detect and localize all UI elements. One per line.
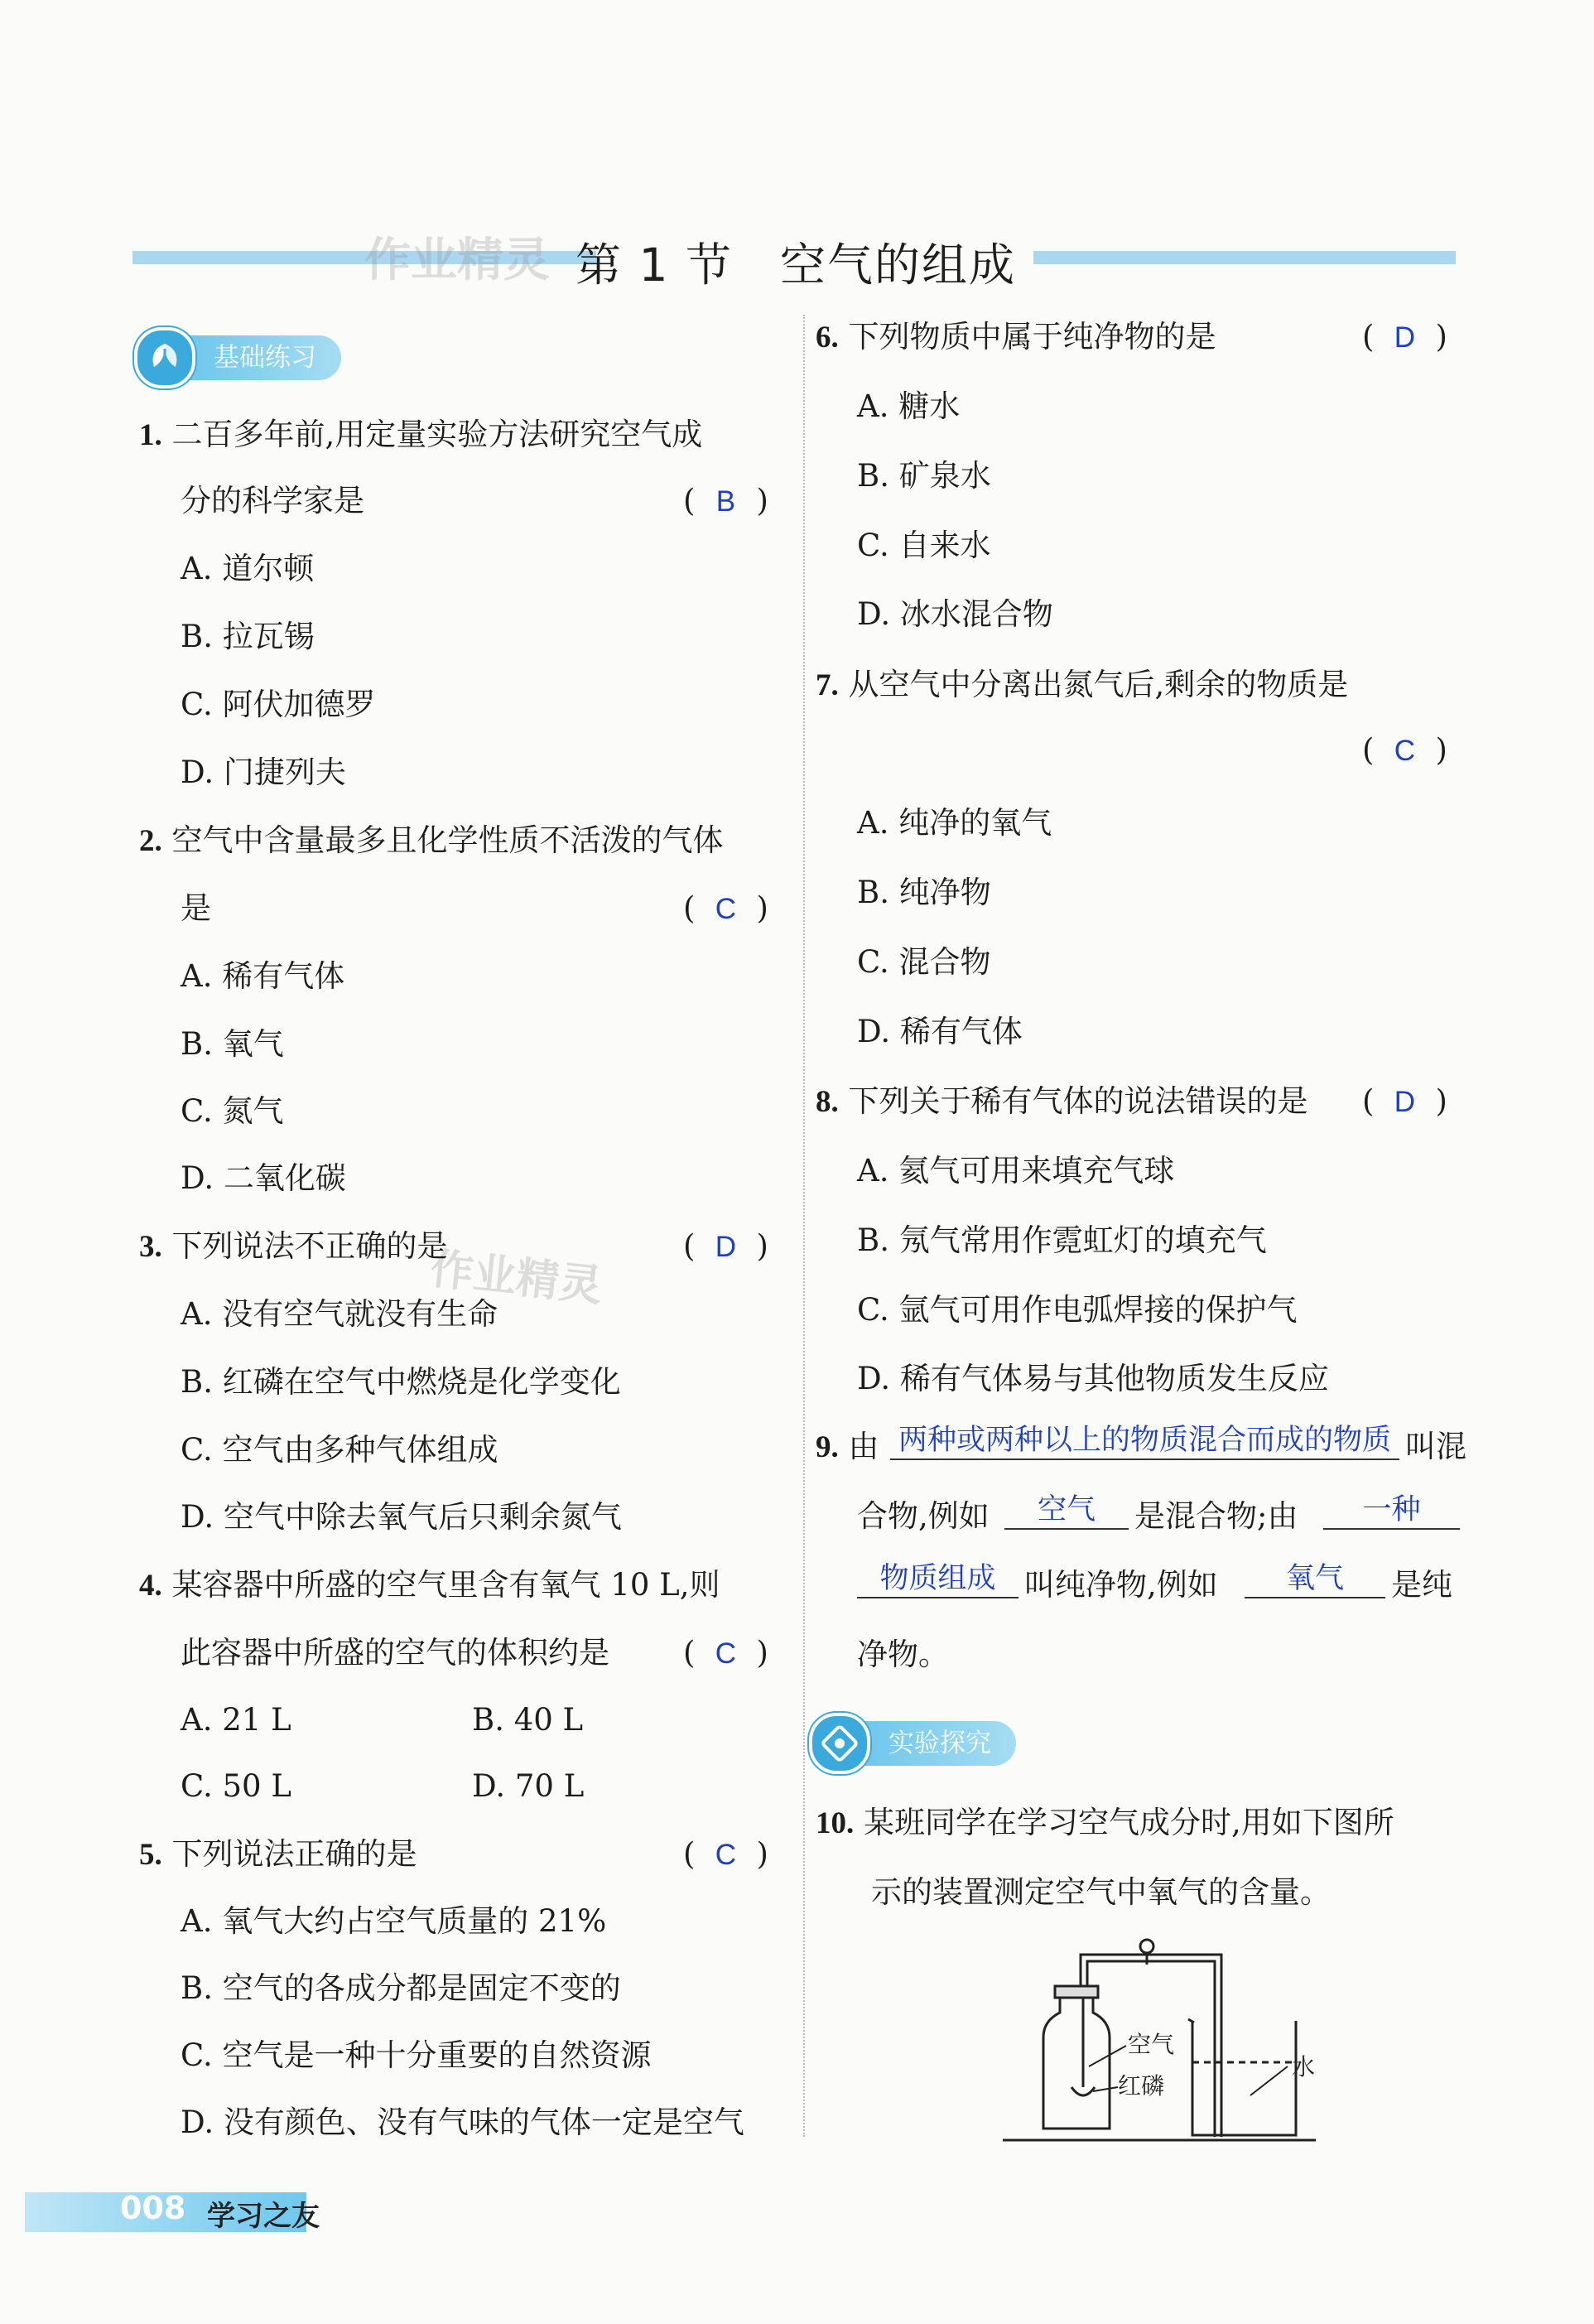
q9-text: 叫混 bbox=[1405, 1429, 1466, 1464]
option: C. 氩气可用作电弧焊接的保护气 bbox=[857, 1292, 1298, 1328]
option: B. 氧气 bbox=[181, 1026, 284, 1062]
question-4: 4. 某容器中所盛的空气里含有氧气 10 L,则 bbox=[139, 1567, 720, 1603]
question-10: 10. 某班同学在学习空气成分时,用如下图所 bbox=[816, 1805, 1394, 1840]
apparatus-figure bbox=[1002, 1930, 1317, 2153]
section-basic-label: 基础练习 bbox=[214, 343, 316, 373]
option: D. 冰水混合物 bbox=[857, 596, 1053, 632]
column-divider bbox=[803, 315, 805, 2137]
answer-2: ( C ) bbox=[683, 890, 768, 926]
answer-3: ( D ) bbox=[683, 1228, 768, 1264]
q9-text: 是混合物;由 bbox=[1134, 1498, 1298, 1534]
option: A. 氦气可用来填充气球 bbox=[857, 1153, 1175, 1189]
answer-6: ( D ) bbox=[1362, 319, 1447, 354]
question-7: 7. 从空气中分离出氮气后,剩余的物质是 bbox=[816, 667, 1349, 702]
question-1-line2: 分的科学家是 bbox=[181, 483, 364, 518]
option: A. 没有空气就没有生命 bbox=[181, 1296, 498, 1332]
leaf-icon bbox=[134, 327, 195, 388]
book-title: 学习之友 bbox=[207, 2200, 320, 2233]
option: A. 纯净的氧气 bbox=[857, 805, 1052, 841]
question-4-line2: 此容器中所盛的空气的体积约是 bbox=[181, 1635, 609, 1671]
blank-4[interactable]: 物质组成 bbox=[857, 1565, 1019, 1598]
option: A. 稀有气体 bbox=[181, 958, 345, 994]
option: C. 氮气 bbox=[181, 1093, 284, 1129]
watermark-mid: 作业精灵 bbox=[427, 1244, 605, 1312]
answer-1: ( B ) bbox=[683, 483, 768, 518]
option: B. 40 L bbox=[472, 1702, 584, 1738]
option: D. 稀有气体 bbox=[857, 1014, 1023, 1049]
option: C. 自来水 bbox=[857, 528, 991, 563]
question-1: 1. 二百多年前,用定量实验方法研究空气成 bbox=[139, 417, 703, 452]
question-8: 8. 下列关于稀有气体的说法错误的是 bbox=[816, 1083, 1308, 1119]
option: B. 红磷在空气中燃烧是化学变化 bbox=[181, 1364, 621, 1400]
question-2: 2. 空气中含量最多且化学性质不活泼的气体 bbox=[139, 822, 724, 858]
answer-5: ( C ) bbox=[683, 1836, 768, 1872]
option: D. 稀有气体易与其他物质发生反应 bbox=[857, 1361, 1329, 1396]
option: A. 道尔顿 bbox=[181, 551, 315, 586]
label-phosphorus: 红磷 bbox=[1118, 2072, 1165, 2100]
question-2-line2: 是 bbox=[181, 890, 211, 926]
question-9: 9. 由 bbox=[816, 1429, 879, 1464]
option: B. 纯净物 bbox=[857, 875, 991, 910]
option: C. 空气是一种十分重要的自然资源 bbox=[181, 2037, 652, 2073]
blank-2[interactable]: 空气 bbox=[1004, 1496, 1129, 1530]
answer-7: ( C ) bbox=[1362, 732, 1447, 768]
section-experiment-label: 实验探究 bbox=[888, 1729, 991, 1758]
title-bar-right bbox=[1033, 251, 1456, 264]
option: D. 没有颜色、没有气味的气体一定是空气 bbox=[181, 2105, 744, 2140]
option: B. 氖气常用作霓虹灯的填充气 bbox=[857, 1222, 1267, 1258]
page-number: 008 bbox=[120, 2190, 186, 2226]
option: B. 拉瓦锡 bbox=[181, 619, 315, 654]
page-title: 第 1 节 空气的组成 bbox=[575, 239, 1016, 292]
option: C. 空气由多种气体组成 bbox=[181, 1432, 498, 1468]
option: C. 50 L bbox=[181, 1768, 291, 1804]
question-6: 6. 下列物质中属于纯净物的是 bbox=[816, 319, 1216, 354]
answer-4: ( C ) bbox=[683, 1635, 768, 1671]
q9-text: 是纯 bbox=[1391, 1567, 1452, 1603]
option: B. 矿泉水 bbox=[857, 458, 991, 494]
option: A. 糖水 bbox=[857, 388, 961, 424]
blank-1[interactable]: 两种或两种以上的物质混合而成的物质 bbox=[890, 1426, 1399, 1460]
option: A. 氧气大约占空气质量的 21% bbox=[181, 1903, 607, 1939]
option: D. 空气中除去氧气后只剩余氮气 bbox=[181, 1499, 622, 1535]
label-air: 空气 bbox=[1128, 2031, 1175, 2058]
option: A. 21 L bbox=[181, 1702, 291, 1738]
option: D. 二氧化碳 bbox=[181, 1160, 346, 1196]
q9-text: 净物。 bbox=[857, 1637, 949, 1672]
watermark-top: 作业精灵 bbox=[364, 234, 550, 287]
question-10-line2: 示的装置测定空气中氧气的含量。 bbox=[871, 1874, 1331, 1910]
q9-text: 合物,例如 bbox=[857, 1498, 990, 1534]
option: C. 混合物 bbox=[857, 944, 991, 980]
option: C. 阿伏加德罗 bbox=[181, 687, 376, 722]
label-water: 水 bbox=[1292, 2053, 1316, 2081]
option: D. 70 L bbox=[472, 1768, 585, 1804]
q9-text: 叫纯净物,例如 bbox=[1024, 1567, 1218, 1603]
blank-3[interactable]: 一种 bbox=[1323, 1496, 1460, 1530]
question-3: 3. 下列说法不正确的是 bbox=[139, 1228, 448, 1264]
question-5: 5. 下列说法正确的是 bbox=[139, 1836, 417, 1872]
answer-8: ( D ) bbox=[1362, 1083, 1447, 1119]
experiment-icon bbox=[809, 1713, 870, 1774]
option: B. 空气的各成分都是固定不变的 bbox=[181, 1970, 621, 2006]
option: D. 门捷列夫 bbox=[181, 755, 346, 790]
blank-5[interactable]: 氧气 bbox=[1245, 1565, 1385, 1598]
